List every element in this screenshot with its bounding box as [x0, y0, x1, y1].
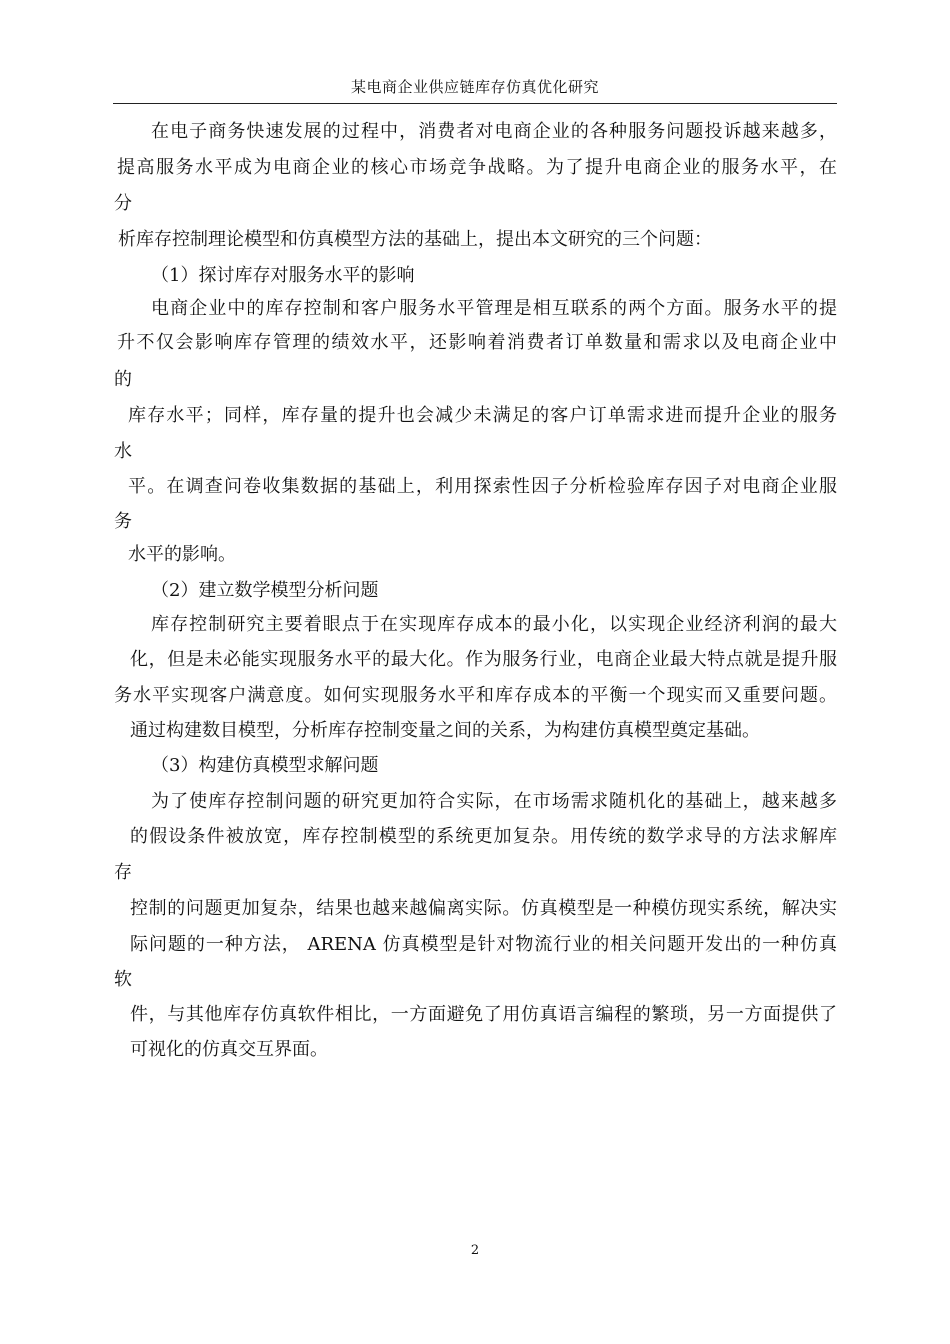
paragraph-line: 可视化的仿真交互界面。 [130, 1039, 328, 1060]
paragraph-line: 电商企业中的库存控制和客户服务水平管理是相互联系的两个方面。服务水平的提 [151, 298, 837, 319]
paragraph-line: 库存控制研究主要着眼点于在实现库存成本的最小化，以实现企业经济利润的最大 [151, 614, 837, 635]
paragraph-line: 际问题的一种方法， ARENA 仿真模型是针对物流行业的相关问题开发出的一种仿真 [130, 934, 837, 955]
paragraph-line: 提高服务水平成为电商企业的核心市场竞争战略。为了提升电商企业的服务水平，在 [117, 157, 837, 178]
paragraph-line: 分 [114, 193, 132, 214]
paragraph-line: 件，与其他库存仿真软件相比，一方面避免了用仿真语言编程的繁琐，另一方面提供了 [130, 1004, 837, 1025]
paragraph-line: 务水平实现客户满意度。如何实现服务水平和库存成本的平衡一个现实而又重要问题。 [114, 685, 837, 706]
header-rule [113, 103, 837, 104]
running-header: 某电商企业供应链库存仿真优化研究 [350, 78, 599, 96]
section-heading: （3）构建仿真模型求解问题 [151, 755, 379, 776]
section-heading: （2）建立数学模型分析问题 [151, 580, 379, 601]
paragraph-line: 通过构建数目模型，分析库存控制变量之间的关系，为构建仿真模型奠定基础。 [130, 720, 760, 741]
paragraph-line: 库存水平；同样，库存量的提升也会减少未满足的客户订单需求进而提升企业的服务 [128, 405, 837, 426]
paragraph-line: 在电子商务快速发展的过程中，消费者对电商企业的各种服务问题投诉越来越多， [151, 121, 837, 142]
paragraph-line: 的假设条件被放宽，库存控制模型的系统更加复杂。用传统的数学求导的方法求解库 [130, 826, 837, 847]
paragraph-line: 水 [114, 441, 132, 462]
section-heading: （1）探讨库存对服务水平的影响 [151, 265, 415, 286]
paragraph-line: 为了使库存控制问题的研究更加符合实际，在市场需求随机化的基础上，越来越多 [151, 791, 837, 812]
paragraph-line: 平。在调查问卷收集数据的基础上，利用探索性因子分析检验库存因子对电商企业服 [128, 476, 837, 497]
paragraph-line: 务 [114, 511, 132, 532]
paragraph-line: 的 [114, 369, 132, 390]
paragraph-line: 存 [114, 862, 132, 883]
paragraph-line: 析库存控制理论模型和仿真模型方法的基础上，提出本文研究的三个问题： [118, 229, 712, 250]
page-number: 2 [470, 1243, 480, 1258]
paragraph-line: 升不仅会影响库存管理的绩效水平，还影响着消费者订单数量和需求以及电商企业中 [117, 332, 837, 353]
paragraph-line: 控制的问题更加复杂，结果也越来越偏离实际。仿真模型是一种模仿现实系统，解决实 [130, 898, 837, 919]
paragraph-line: 软 [114, 969, 132, 990]
paragraph-line: 水平的影响。 [128, 544, 236, 565]
paragraph-line: 化，但是未必能实现服务水平的最大化。作为服务行业，电商企业最大特点就是提升服 [130, 649, 837, 670]
